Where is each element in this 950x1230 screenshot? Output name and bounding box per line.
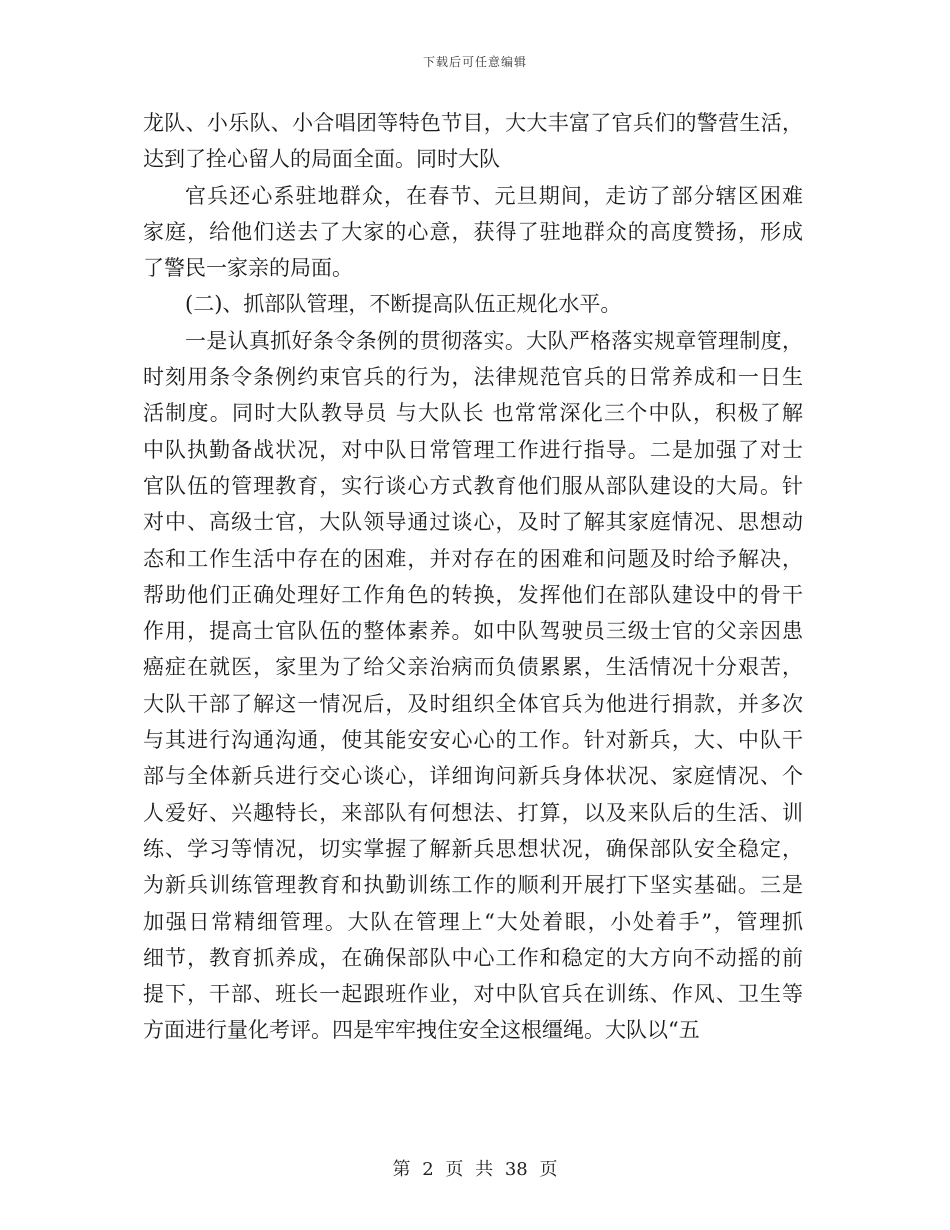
text-line: 龙队、小乐队、小合唱团等特色节目，大大丰富了官兵们的警营生活， (143, 111, 803, 135)
text-line: 活制度。同时大队教导员 与大队长 也常常深化三个中队，积极了解 (143, 401, 803, 426)
text-line: 人爱好、兴趣特长，来部队有何想法、打算，以及来队后的生活、训 (143, 800, 803, 825)
text-line: 癌症在就医，家里为了给父亲治病而负债累累，生活情况十分艰苦， (143, 655, 803, 680)
document-body (143, 105, 803, 1049)
text-line: (二)、抓部队管理，不断提高队伍正规化水平。 (185, 292, 622, 317)
text-line: 与其进行沟通沟通，使其能安安心心的工作。针对新兵，大、中队干 (143, 728, 803, 753)
text-line: 练、学习等情况，切实掌握了解新兵思想状况，确保部队安全稳定， (143, 836, 803, 861)
text-line: 态和工作生活中存在的困难，并对存在的困难和问题及时给予解决， (143, 546, 803, 571)
text-line: 加强日常精细管理。大队在管理上“大处着眼，小处着手”，管理抓 (143, 909, 803, 934)
text-line: 一是认真抓好条令条例的贯彻落实。大队严格落实规章管理制度， (185, 328, 803, 353)
text-line: 中队执勤备战状况，对中队日常管理工作进行指导。二是加强了对士 (143, 437, 803, 462)
text-line: 作用，提高士官队伍的整体素养。如中队驾驶员三级士官的父亲因患 (143, 619, 803, 644)
text-line: 时刻用条令条例约束官兵的行为，法律规范官兵的日常养成和一日生 (143, 365, 803, 390)
text-line: 家庭，给他们送去了大家的心意，获得了驻地群众的高度赞扬，形成 (143, 219, 803, 244)
text-line: 了警民一家亲的局面。 (143, 256, 353, 281)
text-line: 官队伍的管理教育，实行谈心方式教育他们服从部队建设的大局。针 (143, 473, 803, 498)
text-line: 细节，教育抓养成，在确保部队中心工作和稳定的大方向不动摇的前 (143, 945, 803, 970)
text-line: 对中、高级士官，大队领导通过谈心，及时了解其家庭情况、思想动 (143, 510, 803, 535)
page-number: 第 2 页 共 38 页 (392, 1159, 558, 1180)
text-line: 达到了拴心留人的局面全面。同时大队 (143, 147, 500, 172)
page-header: 下载后可任意编辑 (422, 55, 527, 69)
text-line: 官兵还心系驻地群众，在春节、元旦期间，走访了部分辖区困难 (185, 183, 803, 208)
text-line: 提下，干部、班长一起跟班作业，对中队官兵在训练、作风、卫生等 (143, 982, 803, 1007)
text-line: 大队干部了解这一情况后，及时组织全体官兵为他进行捐款，并多次 (143, 691, 803, 716)
text-line: 方面进行量化考评。四是牢牢拽住安全这根缰绳。大队以“五 (143, 1018, 700, 1043)
text-line: 帮助他们正确处理好工作角色的转换，发挥他们在部队建设中的骨干 (143, 582, 803, 607)
text-line: 为新兵训练管理教育和执勤训练工作的顺利开展打下坚实基础。三是 (143, 873, 803, 898)
text-line: 部与全体新兵进行交心谈心，详细询问新兵身体状况、家庭情况、个 (143, 764, 803, 789)
